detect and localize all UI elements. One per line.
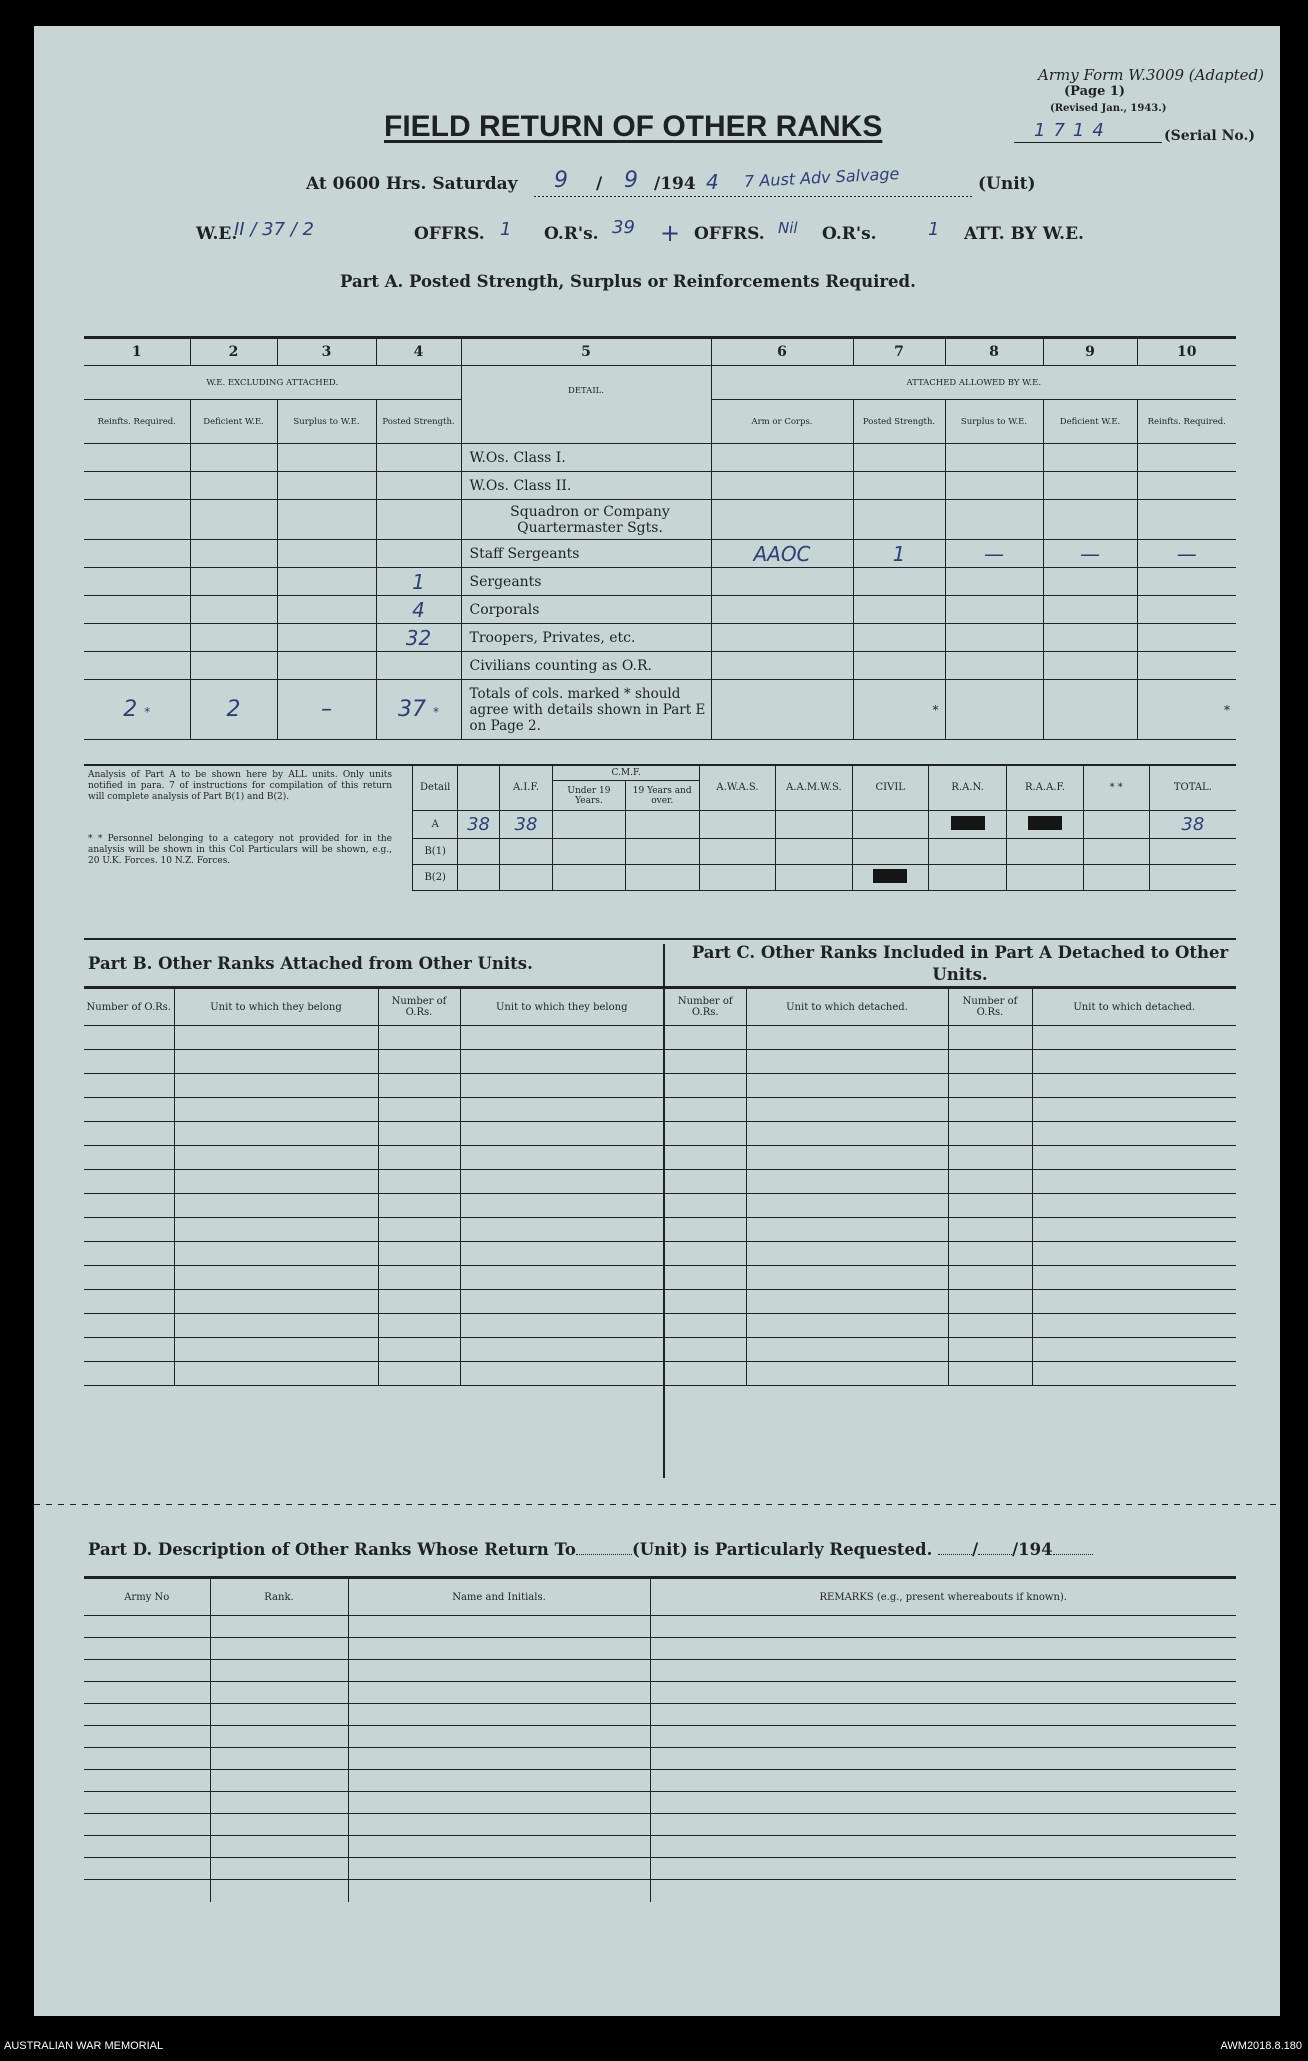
cell (376, 472, 461, 500)
header-deficient: Deficient W.E. (1043, 400, 1137, 444)
detail-label: Squadron or Company Quartermaster Sgts. (461, 500, 711, 540)
part-bc-row (84, 1074, 1236, 1098)
cell (945, 596, 1043, 624)
redaction-block (1028, 816, 1062, 830)
offrs2-label: OFFRS. (694, 224, 765, 244)
redaction-block (951, 816, 985, 830)
cell (84, 596, 190, 624)
cell (853, 624, 945, 652)
form-title: FIELD RETURN OF OTHER RANKS (384, 110, 883, 143)
col-number: 10 (1137, 338, 1236, 366)
header-posted: Posted Strength. (853, 400, 945, 444)
col-number: 8 (945, 338, 1043, 366)
total-c2: 2 (190, 680, 277, 740)
analysis-detail-header: Detail (413, 765, 458, 811)
col-number: 5 (461, 338, 711, 366)
cell (711, 624, 853, 652)
cell (945, 624, 1043, 652)
part-d-row (84, 1660, 1236, 1682)
serial-label: (Serial No.) (1164, 128, 1255, 144)
cell: — (945, 540, 1043, 568)
cell (711, 652, 853, 680)
cell: 1 (853, 540, 945, 568)
offrs-value: 1 (500, 219, 512, 240)
form-page: (Page 1) (1064, 84, 1126, 99)
group-left-header: W.E. EXCLUDING ATTACHED. (84, 366, 461, 400)
cell (711, 472, 853, 500)
part-a-row (84, 444, 1236, 472)
plus-sign: + (660, 219, 681, 247)
col-number: 7 (853, 338, 945, 366)
date-year-digit: 4 (706, 170, 719, 194)
part-bc-row (84, 1146, 1236, 1170)
cell (277, 568, 376, 596)
cell (277, 624, 376, 652)
part-bc-row (84, 1026, 1236, 1050)
analysis-civil-header: CIVIL (852, 765, 928, 811)
cell (277, 500, 376, 540)
cell (853, 472, 945, 500)
detail-label: Troopers, Privates, etc. (461, 624, 711, 652)
part-d-row (84, 1836, 1236, 1858)
cell (277, 652, 376, 680)
cell (1137, 472, 1236, 500)
cell (376, 652, 461, 680)
unit-label: (Unit) (978, 174, 1036, 194)
offrs-label: OFFRS. (414, 224, 485, 244)
part-bc-row (84, 1314, 1236, 1338)
cell: 1 (376, 568, 461, 596)
part-bc-row (84, 1242, 1236, 1266)
header-surplus: Surplus to W.E. (945, 400, 1043, 444)
unit-value: 7 Aust Adv Salvage (743, 163, 900, 192)
part-a-row (84, 472, 1236, 500)
redaction-block (873, 869, 907, 883)
part-b-title: Part B. Other Ranks Attached from Other Units. (88, 954, 533, 973)
cell: — (1137, 540, 1236, 568)
part-bc-row (84, 1266, 1236, 1290)
part-a-title: Part A. Posted Strength, Surplus or Reinforcements Required. (340, 272, 916, 291)
cell (711, 596, 853, 624)
part-d-row (84, 1814, 1236, 1836)
analysis-aif-header: A.I.F. (499, 765, 553, 811)
col-number: 4 (376, 338, 461, 366)
part-bc-row (84, 1194, 1236, 1218)
group-right-header: ATTACHED ALLOWED BY W.E. (711, 366, 1236, 400)
part-bc-row (84, 1122, 1236, 1146)
part-a-row (84, 540, 1236, 568)
header-reinfts: Reinfts. Required. (1137, 400, 1236, 444)
cell (1043, 500, 1137, 540)
footer-left: AUSTRALIAN WAR MEMORIAL (4, 2040, 164, 2052)
cell (277, 596, 376, 624)
cell (1043, 624, 1137, 652)
detail-label: Corporals (461, 596, 711, 624)
cell (190, 652, 277, 680)
date-day: 9 (554, 168, 568, 193)
col-number: 2 (190, 338, 277, 366)
cell (84, 472, 190, 500)
detail-label: Civilians counting as O.R. (461, 652, 711, 680)
part-d-row (84, 1880, 1236, 1902)
part-d-row (84, 1616, 1236, 1638)
cell (711, 444, 853, 472)
analysis-raaf-header: R.A.A.F. (1007, 765, 1083, 811)
part-bc-row (84, 1218, 1236, 1242)
cell (945, 568, 1043, 596)
part-c-header: Unit to which detached. (1032, 988, 1236, 1026)
cell (84, 568, 190, 596)
cell (853, 596, 945, 624)
detail-label: W.Os. Class I. (461, 444, 711, 472)
part-d-row (84, 1704, 1236, 1726)
cell (945, 444, 1043, 472)
cell (853, 568, 945, 596)
part-bc-row (84, 1338, 1236, 1362)
part-d-row (84, 1682, 1236, 1704)
analysis-row: B(1) (413, 839, 1237, 865)
cell (1137, 624, 1236, 652)
analysis-table (412, 764, 1236, 891)
total-c3: – (277, 680, 376, 740)
detail-label: W.Os. Class II. (461, 472, 711, 500)
cell (190, 568, 277, 596)
part-bc-table (84, 986, 1236, 1386)
cell (711, 500, 853, 540)
header-surplus: Surplus to W.E. (277, 400, 376, 444)
analysis-other-header: * * (1083, 765, 1149, 811)
part-b-header: Unit to which they belong (174, 988, 378, 1026)
analysis-ran-header: R.A.N. (928, 765, 1006, 811)
cell (376, 500, 461, 540)
offrs2-value: Nil (778, 219, 798, 237)
cell (1137, 444, 1236, 472)
cell (190, 540, 277, 568)
cell (1137, 652, 1236, 680)
part-d-header: Army No (84, 1578, 210, 1616)
cell: 32 (376, 624, 461, 652)
part-d-header: REMARKS (e.g., present whereabouts if known). (650, 1578, 1236, 1616)
totals-note: Totals of cols. marked * should agree with details shown in Part E on Page 2. (461, 680, 711, 740)
cell (1043, 444, 1137, 472)
cell (84, 540, 190, 568)
cell (1137, 596, 1236, 624)
form-number: Army Form W.3009 (Adapted) (1038, 66, 1264, 84)
part-d-table (84, 1576, 1236, 1902)
cell (190, 444, 277, 472)
cell (853, 500, 945, 540)
part-c-header: Number of O.Rs. (948, 988, 1032, 1026)
footer-right: AWM2018.8.180 (1220, 2040, 1302, 2052)
part-bc-row (84, 1098, 1236, 1122)
analysis-row: A 38 38 38 (413, 811, 1237, 839)
serial-value: 1714 (1034, 120, 1112, 141)
part-bc-row (84, 1290, 1236, 1314)
part-b-header: Unit to which they belong (460, 988, 664, 1026)
we-label: W.E. (196, 224, 238, 244)
col-number: 1 (84, 338, 190, 366)
analysis-cmf-u19: Under 19 Years. (553, 781, 625, 811)
part-d-row (84, 1638, 1236, 1660)
part-a-row (84, 652, 1236, 680)
cell (945, 472, 1043, 500)
analysis-cmf-header: C.M.F. (553, 765, 700, 781)
ors-value: 39 (612, 217, 635, 238)
part-d-row (84, 1792, 1236, 1814)
date-month: 9 (624, 168, 638, 193)
cell: — (1043, 540, 1137, 568)
analysis-aamws-header: A.A.M.W.S. (776, 765, 852, 811)
total-c1: 2 (123, 697, 138, 722)
cell (190, 624, 277, 652)
cell (853, 444, 945, 472)
part-bc-row (84, 1170, 1236, 1194)
part-bc-row (84, 1362, 1236, 1386)
cell (945, 500, 1043, 540)
part-d-row (84, 1770, 1236, 1792)
cell (190, 500, 277, 540)
cell (84, 624, 190, 652)
cell: 4 (376, 596, 461, 624)
part-a-row (84, 500, 1236, 540)
analysis-note: Analysis of Part A to be shown here by ALL units. Only units notified in para. 7 of instructions for compilation of this return will complete analysis of Part B(1) and B(2). (88, 770, 392, 802)
detail-header: DETAIL. (461, 366, 711, 444)
cell (853, 652, 945, 680)
cell (1043, 652, 1137, 680)
cell (277, 472, 376, 500)
analysis-cmf-19: 19 Years and over. (625, 781, 699, 811)
analysis-awas-header: A.W.A.S. (699, 765, 775, 811)
part-c-header: Number of O.Rs. (664, 988, 746, 1026)
part-c-header: Unit to which detached. (746, 988, 948, 1026)
part-b-header: Number of O.Rs. (378, 988, 460, 1026)
cell (84, 444, 190, 472)
col-number: 6 (711, 338, 853, 366)
cell (1043, 596, 1137, 624)
cell (277, 540, 376, 568)
cell (84, 652, 190, 680)
cell (711, 568, 853, 596)
date-year-prefix: /194 (654, 174, 696, 194)
part-bc-row (84, 1050, 1236, 1074)
header-reinfts: Reinfts. Required. (84, 400, 190, 444)
part-a-row (84, 596, 1236, 624)
cell (1043, 472, 1137, 500)
form-revised: (Revised Jan., 1943.) (1050, 103, 1167, 114)
col-number: 9 (1043, 338, 1137, 366)
at-label: At 0600 Hrs. Saturday (306, 174, 518, 194)
ors2-value: 1 (928, 219, 940, 240)
cell (190, 472, 277, 500)
we-value: II / 37 / 2 (234, 219, 314, 240)
cell: AAOC (711, 540, 853, 568)
cell (376, 444, 461, 472)
att-label: ATT. BY W.E. (964, 224, 1084, 244)
cell (1137, 568, 1236, 596)
part-d-title: Part D. Description of Other Ranks Whose Return To (Unit) is Particularly Requested. / /194 (88, 1540, 1093, 1559)
part-c-title: Part C. Other Ranks Included in Part A Detached to Other Units. (691, 943, 1229, 984)
header-posted: Posted Strength. (376, 400, 461, 444)
part-a-row (84, 568, 1236, 596)
part-d-row (84, 1748, 1236, 1770)
cell (1137, 500, 1236, 540)
cell (945, 652, 1043, 680)
cell (190, 596, 277, 624)
part-d-header: Rank. (210, 1578, 348, 1616)
ors2-label: O.R's. (822, 224, 877, 244)
header-arm: Arm or Corps. (711, 400, 853, 444)
analysis-row: B(2) (413, 865, 1237, 891)
cell (277, 444, 376, 472)
detail-label: Staff Sergeants (461, 540, 711, 568)
total-c4: 37 (398, 697, 426, 722)
cell (1043, 568, 1137, 596)
col-number: 3 (277, 338, 376, 366)
part-b-header: Number of O.Rs. (84, 988, 174, 1026)
totals-row: 2 * 2 – 37 * Totals of cols. marked * should agree with details shown in Part E on Page 2. * * (84, 680, 1236, 740)
part-a-table (84, 336, 1236, 740)
part-d-row (84, 1726, 1236, 1748)
form-sheet: Army Form W.3009 (Adapted) (Page 1) (Revised Jan., 1943.) 1714 (Serial No.) FIELD RETURN OF OTHER RANKS At 0600 Hrs. Saturday 9 / 9 /194 4 7 Aust Adv Salvage (Unit) W.E. II / 37 / 2 OFFRS. 1 O.R's. 39 + OFFRS. Nil O.R's. 1 ATT. BY W.E. Part A. Posted Strength, Surplus or Reinforcements Required. 1 2 3 4 5 6 7 8 9 10 W.E. EXCLUDING ATTACHED. DETAIL. ATTACHED ALLOWED BY W.E. Reinfts. Required. Deficient W.E. Surplus to W.E. Posted Strength. Arm or Corps. Posted Strength. Surplus to W.E. Deficient W.E. Reinfts. Required. W.Os. Class I. W.Os. Class II. Squadron or Company Quartermaster Sgts. Staff Sergeants AAOC 1 — — — 1 Sergeants 4 Corporals 32 Troopers, Privates, etc. Civilians counting as O.R. 2 * 2 – 37 * Totals of cols. marked * should agree with details shown in Part E on Page 2. * * Analysis of Part A to be shown here by ALL units. Only units notified in para. 7 of instructions for compilation of this return will complete analysis of Part B(1) and B(2). * * Personnel belonging to a category not provided for in the analysis will be shown in this Col Particulars will be shown, e.g., 20 U.K. Forces. 10 N.Z. Forces. Detail A.I.F. C.M.F. A.W.A.S. A.A.M.W.S. CIVIL R.A.N. R.A.A.F. * * TOTAL. Under 19 Years. 19 Years and over. A 38 38 38 B(1) B(2) Part B. Other Ranks Attached from Other Units. Part C. Other Ranks Included in Part A Detached to Other Units. Number of O.Rs. Unit to which they belong Number of O.Rs. Unit to which they belong Number of O.Rs. Unit to which detached. Number of O.Rs. Unit to which detached. Part D. Description of Other Ranks Whose Return To (Unit) is Particularly Requested. / /194 Army No Rank. Name and Initials. REMARKS (e.g., present whereabouts if known). (34, 26, 1280, 2016)
header-deficient: Deficient W.E. (190, 400, 277, 444)
cell (84, 500, 190, 540)
detail-label: Sergeants (461, 568, 711, 596)
cell (376, 540, 461, 568)
part-d-row (84, 1858, 1236, 1880)
ors-label: O.R's. (544, 224, 599, 244)
analysis-total-header: TOTAL. (1149, 765, 1236, 811)
analysis-note-2: * * Personnel belonging to a category not provided for in the analysis will be shown in this Col Particulars will be shown, e.g., 20 U.K. Forces. 10 N.Z. Forces. (88, 834, 392, 866)
part-a-row (84, 624, 1236, 652)
part-d-header: Name and Initials. (348, 1578, 650, 1616)
